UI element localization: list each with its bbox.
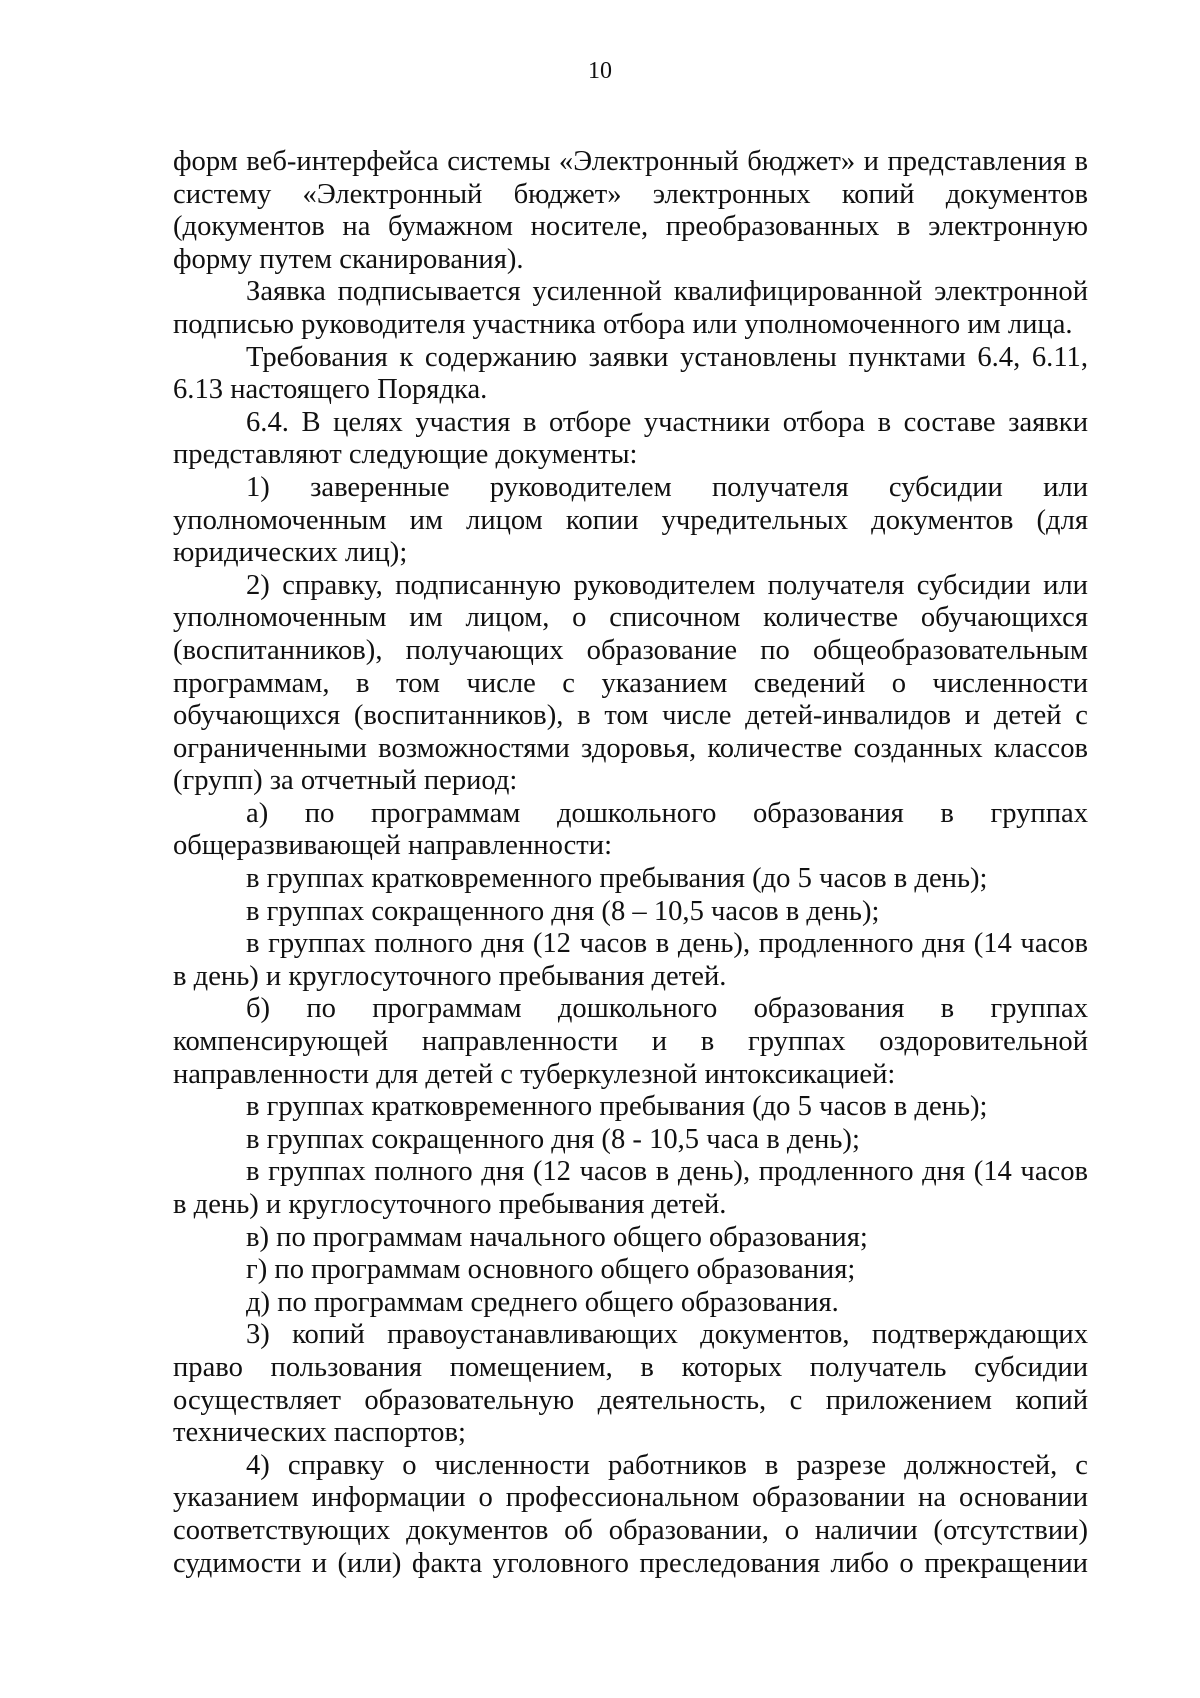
list-item: д) по программам среднего общего образования. [246, 1286, 839, 1318]
list-item: в группах полного дня (12 часов в день), продленного дня (14 часов в день) и круглосуточного пребывания детей. [173, 1156, 1088, 1220]
list-item: 3) копий правоустанавливающих документов, подтверждающих право пользования помещением, в которых получатель субсидии осуществляет образовательную деятельность, с приложением копий технических паспортов; [173, 1319, 1088, 1449]
list-item: 2) справку, подписанную руководителем получателя субсидии или уполномоченным им лицом, о списочном количестве обучающихся (воспитанников), получающих образование по общеобразовательным программам, в том числе с указанием сведений о численности обучающихся (воспитанников), в том числе детей-инвалидов и детей с ограниченными возможностями здоровья, количестве созданных классов (групп) за отчетный период: [173, 569, 1088, 797]
list-item: в) по программам начального общего образования; [246, 1221, 868, 1253]
document-body [173, 146, 1088, 1580]
list-item: в группах сокращенного дня (8 – 10,5 часов в день); [246, 895, 880, 927]
list-item: в группах кратковременного пребывания (до 5 часов в день); [246, 863, 988, 895]
list-item: а) по программам дошкольного образования в группах общеразвивающей направленности: [173, 797, 1088, 862]
list-item: 4) справку о численности работников в разрезе должностей, с указанием информации о профессиональном образовании на основании соответствующих документов об образовании, о наличии (отсутствии) судимости и (или) факта уголовного преследования либо о прекращении [173, 1449, 1088, 1579]
list-item: в группах сокращенного дня (8 - 10,5 часа в день); [246, 1123, 860, 1155]
paragraph: Заявка подписывается усиленной квалифицированной электронной подписью руководителя участника отбора или уполномоченного им лица. [173, 276, 1088, 340]
paragraph: Требования к содержанию заявки установлены пунктами 6.4, 6.11, 6.13 настоящего Порядка. [173, 341, 1088, 406]
list-item: г) по программам основного общего образования; [246, 1254, 856, 1286]
paragraph: 6.4. В целях участия в отборе участники отбора в составе заявки представляют следующие документы: [173, 406, 1088, 471]
page-number: 10 [588, 58, 612, 84]
list-item: в группах кратковременного пребывания (до 5 часов в день); [246, 1091, 988, 1123]
paragraph: форм веб-интерфейса системы «Электронный бюджет» и представления в систему «Электронный бюджет» электронных копий документов (документов на бумажном носителе, преобразованных в электронную форму путем сканирования). [173, 146, 1088, 275]
list-item: 1) заверенные руководителем получателя субсидии или уполномоченным им лицом копии учредительных документов (для юридических лиц); [173, 471, 1088, 569]
list-item: б) по программам дошкольного образования в группах компенсирующей направленности и в группах оздоровительной направленности для детей с туберкулезной интоксикацией: [173, 993, 1088, 1090]
list-item: в группах полного дня (12 часов в день), продленного дня (14 часов в день) и круглосуточного пребывания детей. [173, 928, 1088, 992]
